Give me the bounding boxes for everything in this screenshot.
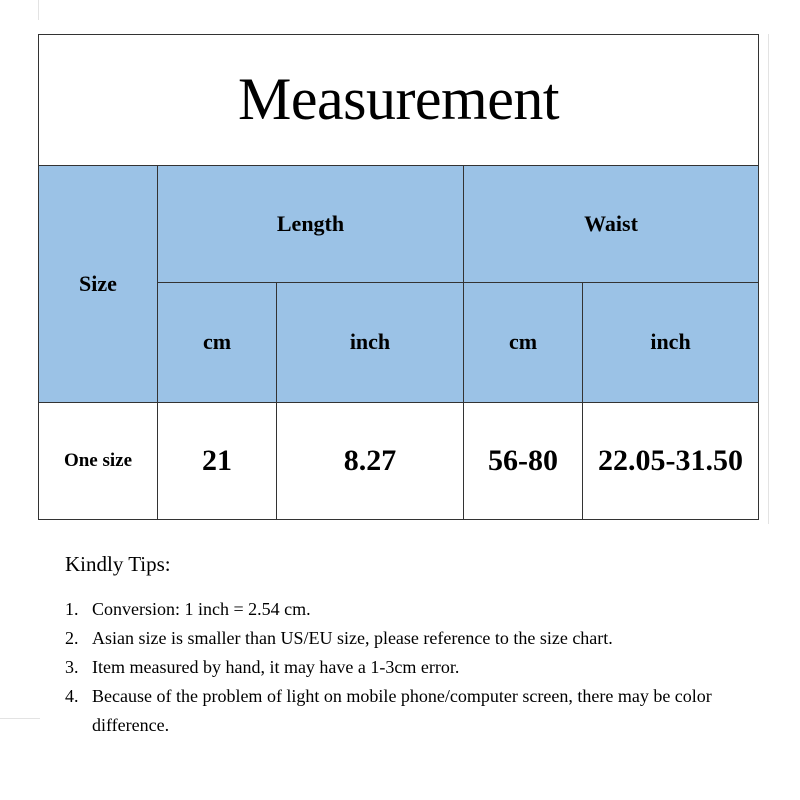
table-row: [39, 402, 759, 519]
table-title: Measurement: [39, 35, 759, 166]
guide-line: [38, 0, 39, 20]
waist-cm-value: 56-80: [464, 402, 583, 519]
tip-number: 4.: [65, 686, 79, 706]
list-item: [65, 653, 755, 682]
row-label: One size: [39, 402, 158, 519]
guide-line: [768, 34, 769, 524]
tips-title: Kindly Tips:: [65, 552, 171, 576]
guide-line: [0, 718, 40, 719]
tip-text: Conversion: 1 inch = 2.54 cm.: [92, 599, 311, 619]
list-item: [65, 682, 755, 740]
waist-header: Waist: [464, 165, 759, 282]
waist-cm-header: cm: [464, 283, 583, 402]
length-header: Length: [158, 165, 464, 282]
length-cm-value: 21: [158, 402, 277, 519]
list-item: [65, 624, 755, 653]
tip-number: 3.: [65, 657, 79, 677]
tip-text: Because of the problem of light on mobile phone/computer screen, there may be color difference.: [92, 686, 712, 735]
tip-text: Item measured by hand, it may have a 1-3cm error.: [92, 657, 460, 677]
size-table: [38, 34, 759, 520]
waist-inch-value: 22.05-31.50: [583, 402, 759, 519]
waist-inch-header: inch: [583, 283, 759, 402]
length-inch-header: inch: [277, 283, 464, 402]
length-inch-value: 8.27: [277, 402, 464, 519]
tips-list: [65, 595, 755, 740]
tip-number: 2.: [65, 628, 79, 648]
size-header: Size: [39, 165, 158, 402]
length-cm-header: cm: [158, 283, 277, 402]
tips-section: [65, 552, 755, 740]
tip-number: 1.: [65, 599, 79, 619]
tip-text: Asian size is smaller than US/EU size, please reference to the size chart.: [92, 628, 613, 648]
list-item: [65, 595, 755, 624]
